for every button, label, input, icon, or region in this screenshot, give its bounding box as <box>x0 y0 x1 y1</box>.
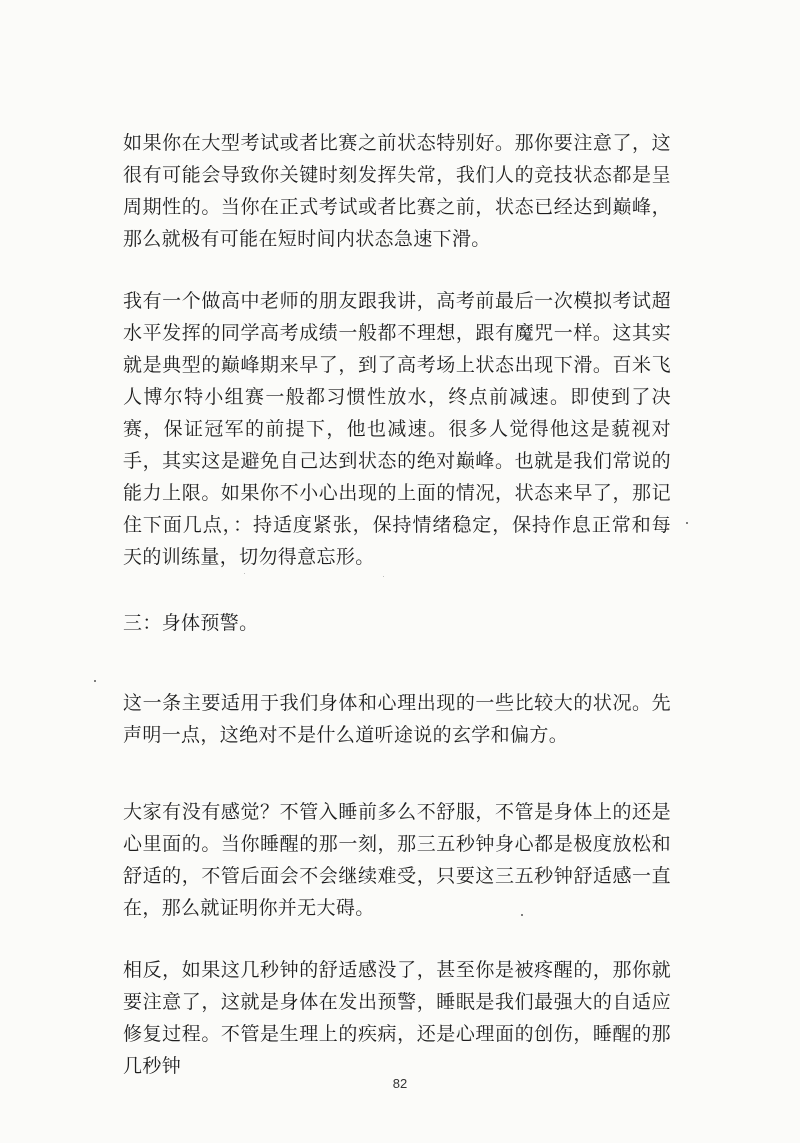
section-heading-body-warning: 三：身体预警。 <box>123 612 259 634</box>
scan-speck <box>383 576 384 577</box>
scan-speck <box>521 914 523 916</box>
page-number: 82 <box>392 1076 408 1091</box>
paragraph-waking-discomfort: 相反，如果这几秒钟的舒适感没了，甚至你是被疼醒的，那你就要注意了，这就是身体在发出预警，睡眠是我们最强大的自适应修复过程。不管是生理上的疾病，还是心理面的创伤，睡醒的那几秒钟 <box>123 959 671 1077</box>
paragraph-body-mind-intro: 这一条主要适用于我们身体和心理出现的一些比较大的状况。先声明一点，这绝对不是什么道听途说的玄学和偏方。 <box>123 692 671 746</box>
scan-speck <box>686 522 688 524</box>
paragraph-peak-state-warning: 如果你在大型考试或者比赛之前状态特别好。那你要注意了，这很有可能会导致你关键时刻发挥失常，我们人的竞技状态都是呈周期性的。当你在正式考试或者比赛之前，状态已经达到巅峰，那么就极有可能在短时间内状态急速下滑。 <box>123 132 671 250</box>
scan-speck <box>94 680 96 682</box>
scan-speck <box>244 573 245 574</box>
paragraph-waking-comfort: 大家有没有感觉？不管入睡前多么不舒服，不管是身体上的还是心里面的。当你睡醒的那一刻，那三五秒钟身心都是极度放松和舒适的，不管后面会不会继续难受，只要这三五秒钟舒适感一直在，那么就证明你并无大碍。 <box>123 801 671 919</box>
paragraph-teacher-anecdote: 我有一个做高中老师的朋友跟我讲，高考前最后一次模拟考试超水平发挥的同学高考成绩一般都不理想，跟有魔咒一样。这其实就是典型的巅峰期来早了，到了高考场上状态出现下滑。百米飞人博尔特小组赛一般都习惯性放水，终点前减速。即使到了决赛，保证冠军的前提下，他也减速。很多人觉得他这是藐视对手，其实这是避免自己达到状态的绝对巅峰。也就是我们常说的能力上限。如果你不小心出现的上面的情况，状态来早了，那记住下面几点，：持适度紧张，保持情绪稳定，保持作息正常和每天的训练量，切勿得意忘形。 <box>123 290 671 568</box>
